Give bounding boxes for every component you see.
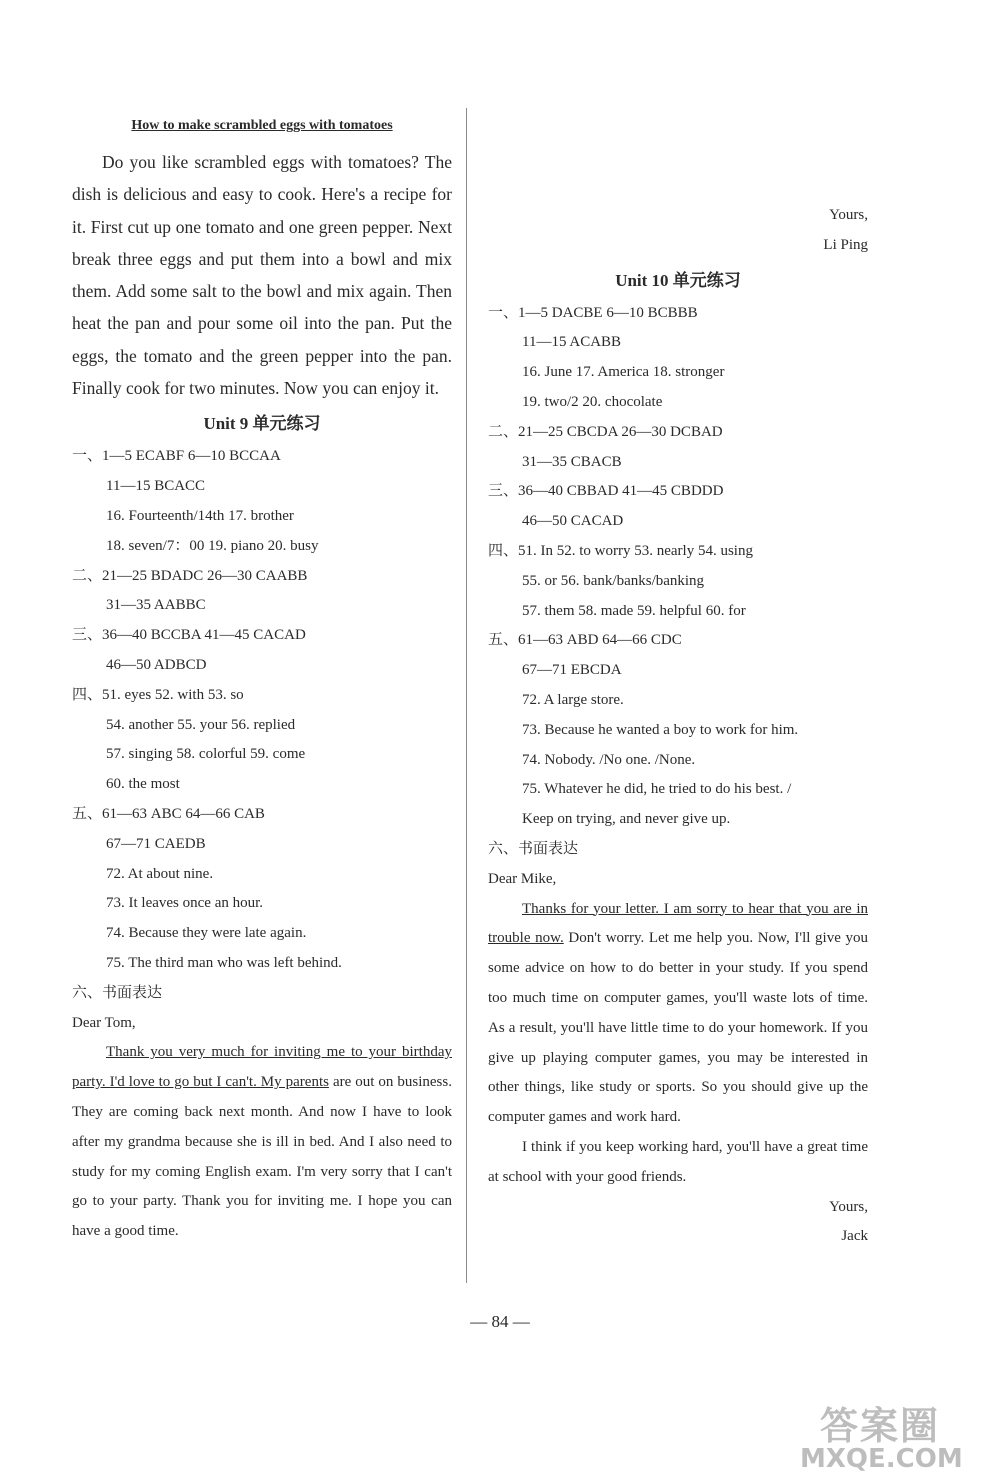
answer-line: 19. two/2 20. chocolate — [522, 393, 663, 410]
answer-line: 二、21—25 CBCDA 26—30 DCBAD — [488, 423, 723, 440]
column-divider — [466, 108, 467, 1283]
answer-line: 五、61—63 ABC 64—66 CAB — [72, 805, 265, 822]
answer-line: 57. them 58. made 59. helpful 60. for — [522, 602, 746, 619]
answer-line: 四、51. eyes 52. with 53. so — [72, 686, 244, 703]
unit9-title: Unit 9 单元练习 — [203, 414, 321, 434]
answer-line: 73. Because he wanted a boy to work for him. — [522, 721, 799, 738]
answer-line: 五、61—63 ABD 64—66 CDC — [488, 632, 682, 649]
watermark-logo — [800, 1395, 963, 1474]
answer-line: 11—15 BCACC — [106, 478, 206, 495]
answer-line: 三、36—40 CBBAD 41—45 CBDDD — [488, 483, 724, 500]
answer-line: 16. Fourteenth/14th 17. brother — [106, 507, 294, 524]
unit10-answers — [488, 299, 868, 865]
answer-line: 67—71 CAEDB — [106, 835, 206, 852]
recipe-title: How to make scrambled eggs with tomatoes — [131, 118, 393, 133]
letter-greeting: Dear Mike, — [488, 870, 557, 887]
answer-line: 72. A large store. — [522, 691, 624, 708]
section-heading: 六、书面表达 — [72, 984, 163, 1001]
letter-closing: Yours, — [829, 1198, 868, 1215]
answer-line: 74. Because they were late again. — [106, 925, 307, 942]
letter-body: Thank you very much for inviting me to your birthday party. I'd love to go but I can't. My parents are out on business. They are coming back next month. And now I have to look after my grandma because she is ill in bed. And I also need to study for my coming English exam. I'm very sorry that I can't go to your party. Thank you for inviting me. I hope you can have a good time. — [72, 1044, 452, 1240]
right-column — [488, 112, 868, 1252]
left-column — [72, 112, 452, 1247]
page-number: — 84 — — [470, 1312, 530, 1331]
answer-line: 18. seven/7：00 19. piano 20. busy — [106, 537, 319, 554]
answer-line: 60. the most — [106, 776, 180, 793]
answer-line: 54. another 55. your 56. replied — [106, 716, 296, 733]
unit9-answers — [72, 442, 452, 1008]
letter-paragraph-2: I think if you keep working hard, you'll have a great time at school with your good friends. — [488, 1138, 868, 1185]
letter-signature: Jack — [841, 1228, 868, 1245]
answer-line: 31—35 AABBC — [106, 597, 206, 614]
watermark-url: MXQE.COM — [800, 1444, 963, 1474]
answer-line: 一、1—5 DACBE 6—10 BCBBB — [488, 304, 698, 321]
answer-line: 一、1—5 ECABF 6—10 BCCAA — [72, 448, 281, 465]
answer-line: 72. At about nine. — [106, 865, 214, 882]
recipe-body: Do you like scrambled eggs with tomatoes? The dish is delicious and easy to cook. Here's a recipe for it. First cut up one tomato and one green pepper. Next break three eggs and put them into a bowl and mix them. Add some salt to the bowl and mix again. Then heat the pan and pour some oil into the pan. Put the eggs, the tomato and the green pepper into the pan. Finally cook for two minutes. Now you can enjoy it. — [72, 152, 452, 399]
answer-line: 75. The third man who was left behind. — [106, 954, 342, 971]
answer-line: 57. singing 58. colorful 59. come — [106, 746, 306, 763]
answer-line: 67—71 EBCDA — [522, 662, 622, 679]
answer-line: 11—15 ACABB — [522, 334, 622, 351]
answer-line: 55. or 56. bank/banks/banking — [522, 572, 705, 589]
answer-line: 二、21—25 BDADC 26—30 CAABB — [72, 567, 308, 584]
answer-line: 16. June 17. America 18. stronger — [522, 364, 725, 381]
letter-body: Thanks for your letter. I am sorry to hear that you are in trouble now. Don't worry. Let me help you. Now, I'll give you some advice on how to do better in your study. If you spend too much time on computer games, you'll waste lots of time. As a result, you'll have little time to do your homework. If you give up playing computer games, you may be interested in other things, like study or sports. So you should give up the computer games and work hard. — [488, 900, 868, 1126]
answer-line: 75. Whatever he did, he tried to do his best. / — [522, 781, 792, 798]
answer-line: 73. It leaves once an hour. — [106, 895, 264, 912]
section-heading: 六、书面表达 — [488, 840, 579, 857]
continued-letter — [488, 112, 868, 201]
answer-line: 31—35 CBACB — [522, 453, 622, 470]
answer-line: Keep on trying, and never give up. — [522, 811, 731, 828]
answer-line: 46—50 ADBCD — [106, 656, 207, 673]
answer-line: 四、51. In 52. to worry 53. nearly 54. using — [488, 542, 753, 559]
letter-signature: Li Ping — [823, 236, 868, 253]
answer-line: 74. Nobody. /No one. /None. — [522, 751, 696, 768]
letter-greeting: Dear Tom, — [72, 1014, 136, 1031]
answer-line: 46—50 CACAD — [522, 513, 624, 530]
watermark-text: 答案圈 — [820, 1404, 941, 1448]
answer-line: 三、36—40 BCCBA 41—45 CACAD — [72, 627, 306, 644]
letter-closing: Yours, — [829, 207, 868, 223]
unit10-title: Unit 10 单元练习 — [615, 270, 741, 290]
